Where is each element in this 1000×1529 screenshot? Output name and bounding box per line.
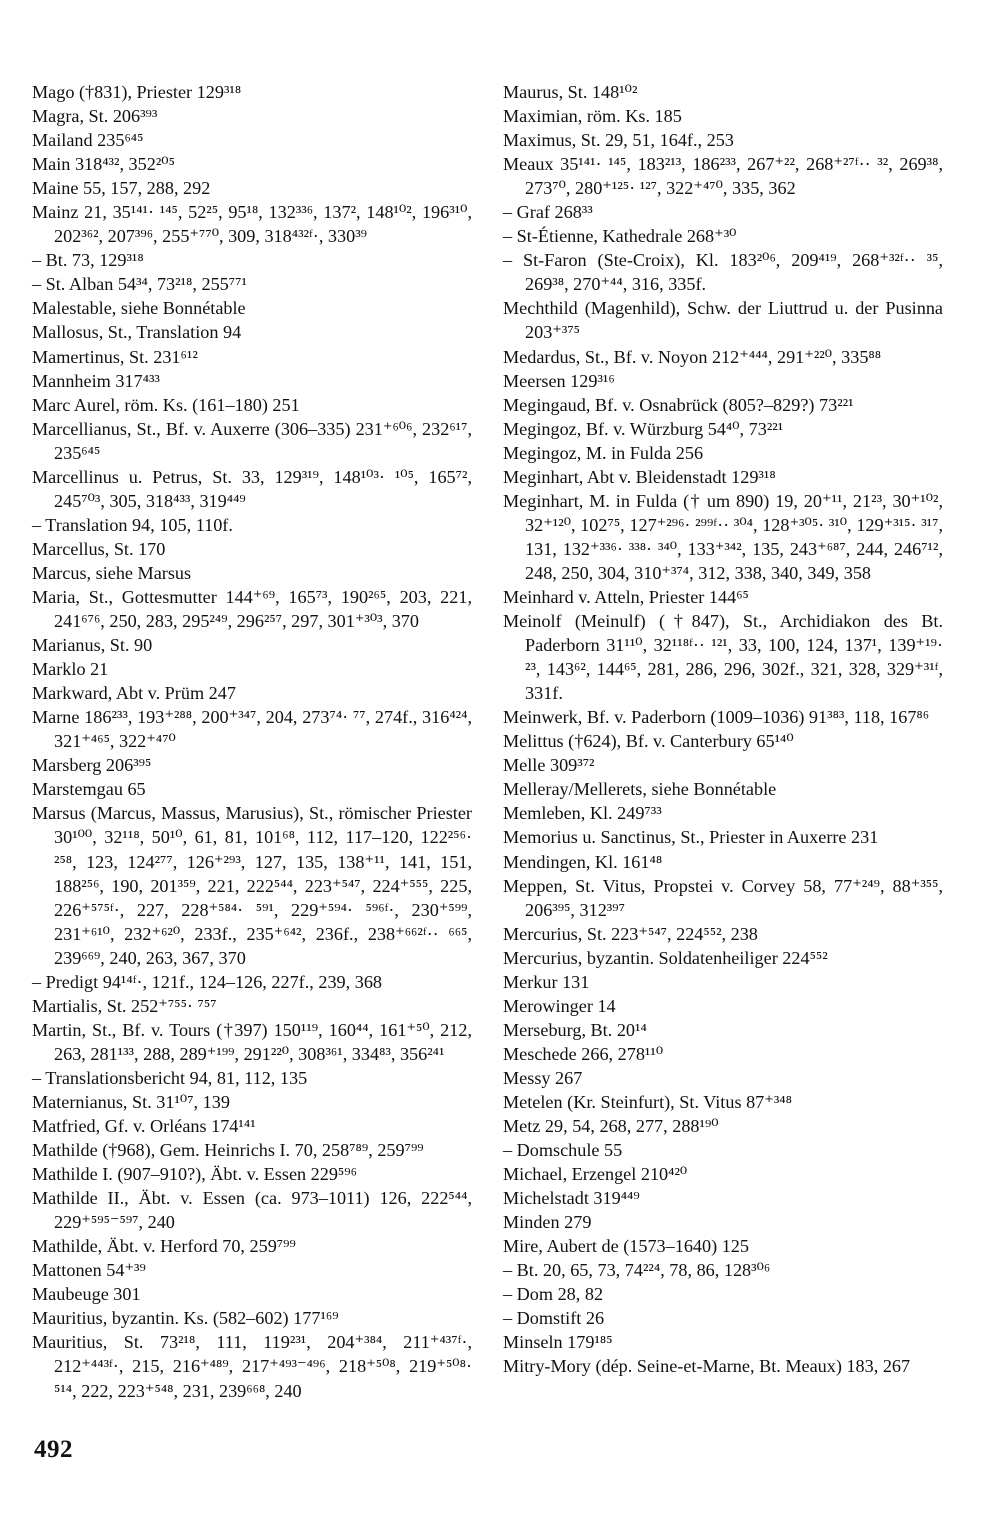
index-entry: Maternianus, St. 31¹⁰⁷, 139 xyxy=(32,1091,230,1112)
index-entry: Marcellus, St. 170 xyxy=(32,538,166,559)
index-subentry: – St. Alban 54³⁴, 73²¹⁸, 255⁷⁷¹ xyxy=(32,274,247,295)
index-entry: Martialis, St. 252⁺⁷⁵⁵· ⁷⁵⁷ xyxy=(32,995,217,1016)
index-entry: Magra, St. 206³⁹³ xyxy=(32,106,158,127)
index-entry: Megingaud, Bf. v. Osnabrück (805?–829?) 73²²¹ xyxy=(503,394,854,415)
page-number: 492 xyxy=(34,1436,73,1463)
index-subentry: – Bt. 20, 65, 73, 74²²⁴, 78, 86, 128³⁰⁶ xyxy=(503,1260,771,1281)
index-entry: Michael, Erzengel 210⁴²⁰ xyxy=(503,1164,688,1185)
index-entry: Mercurius, St. 223⁺⁵⁴⁷, 224⁵⁵², 238 xyxy=(503,923,758,944)
index-entry: Mathilde, Äbt. v. Herford 70, 259⁷⁹⁹ xyxy=(32,1236,296,1257)
index-entry: Melittus (†624), Bf. v. Canterbury 65¹⁴⁰ xyxy=(503,731,794,752)
index-entry: Melle 309³⁷² xyxy=(503,755,595,776)
index-entry: Mannheim 317⁴³³ xyxy=(32,370,160,391)
index-entry: Mitry-Mory (dép. Seine-et-Marne, Bt. Meaux) 183, 267 xyxy=(503,1356,911,1377)
index-subentry: – Graf 268³³ xyxy=(503,202,593,223)
index-subentry: – St-Faron (Ste-Croix), Kl. 183²⁰⁶, 209⁴¹⁹, 268⁺³²ᶠ·· ³⁵, 269³⁸, 270⁺⁴⁴, 316, 335f. xyxy=(503,250,943,295)
index-entry: Mauritius, byzantin. Ks. (582–602) 177¹⁶⁹ xyxy=(32,1308,339,1329)
index-entry: Memleben, Kl. 249⁷³³ xyxy=(503,803,662,824)
index-entry: Mamertinus, St. 231⁶¹² xyxy=(32,346,198,367)
index-entry: Minden 279 xyxy=(503,1212,592,1233)
index-entry: Mainz 21, 35¹⁴¹· ¹⁴⁵, 52²⁵, 95¹⁸, 132³³⁶, 137², 148¹⁰², 196³¹⁰, 202³⁶², 207³⁹⁶, 255⁺⁷⁷⁰, 309, 318⁴³²ᶠ·, 330³⁹ xyxy=(32,202,472,247)
index-entry: Megingoz, M. in Fulda 256 xyxy=(503,442,704,463)
index-entry: Mercurius, byzantin. Soldatenheiliger 224⁵⁵² xyxy=(503,947,828,968)
index-entry: Matfried, Gf. v. Orléans 174¹⁴¹ xyxy=(32,1116,256,1137)
index-entry: Maria, St., Gottesmutter 144⁺⁶⁹, 165⁷³, 190²⁶⁵, 203, 221, 241⁶⁷⁶, 250, 283, 295²⁴⁹, 296²⁵⁷, 297, 301⁺³⁰³, 370 xyxy=(32,586,472,632)
left-index-column xyxy=(32,80,472,1403)
index-entry: Merkur 131 xyxy=(503,971,590,992)
index-entry: Markward, Abt v. Prüm 247 xyxy=(32,683,236,704)
index-entry: Mallosus, St., Translation 94 xyxy=(32,322,242,343)
index-subentry: – Domstift 26 xyxy=(503,1308,605,1329)
index-entry: Merowinger 14 xyxy=(503,995,616,1016)
index-entry: Meinolf (Meinulf) (†847), St., Archidiakon des Bt. Paderborn 31¹¹⁰, 32¹¹⁸ᶠ·· ¹²¹, 33, 100, 124, 137¹, 139⁺¹⁹· ²³, 143⁶², 144⁶⁵, 281, 286, 296, 302f., 321, 328, 329⁺³¹ᶠ, 331f. xyxy=(503,611,943,704)
index-entry: Meppen, St. Vitus, Propstei v. Corvey 58, 77⁺²⁴⁹, 88⁺³⁵⁵, 206³⁹⁵, 312³⁹⁷ xyxy=(503,875,943,920)
index-entry: Marne 186²³³, 193⁺²⁸⁸, 200⁺³⁴⁷, 204, 273⁷⁴· ⁷⁷, 274f., 316⁴²⁴, 321⁺⁴⁶⁵, 322⁺⁴⁷⁰ xyxy=(32,707,472,752)
index-entry: Megingoz, Bf. v. Würzburg 54⁴⁰, 73²²¹ xyxy=(503,418,784,439)
index-entry: Marstemgau 65 xyxy=(32,779,146,800)
index-entry: Minseln 179¹⁸⁵ xyxy=(503,1332,613,1353)
index-entry: Meinwerk, Bf. v. Paderborn (1009–1036) 91³⁸³, 118, 167⁸⁶ xyxy=(503,707,930,728)
index-entry: Maurus, St. 148¹⁰² xyxy=(503,82,638,102)
index-subentry: – St-Étienne, Kathedrale 268⁺³⁰ xyxy=(503,226,737,247)
index-entry: Meginhart, Abt v. Bleidenstadt 129³¹⁸ xyxy=(503,466,776,487)
index-subentry: – Dom 28, 82 xyxy=(503,1284,604,1305)
index-entry: Meschede 266, 278¹¹⁰ xyxy=(503,1043,664,1064)
index-entry: Marsberg 206³⁹⁵ xyxy=(32,755,152,776)
index-entry: Maximian, röm. Ks. 185 xyxy=(503,106,682,127)
index-subentry: – Domschule 55 xyxy=(503,1140,623,1161)
index-entry: Marcus, siehe Marsus xyxy=(32,562,192,583)
index-entry: Mago (†831), Priester 129³¹⁸ xyxy=(32,82,242,102)
index-entry: Malestable, siehe Bonnétable xyxy=(32,298,246,319)
index-entry: Meaux 35¹⁴¹· ¹⁴⁵, 183²¹³, 186²³³, 267⁺²², 268⁺²⁷ᶠ·· ³², 269³⁸, 273⁷⁰, 280⁺¹²⁵· ¹²⁷, 322⁺⁴⁷⁰, 335, 362 xyxy=(503,154,943,199)
index-subentry: – Translationsbericht 94, 81, 112, 135 xyxy=(32,1067,308,1088)
index-entry: Mauritius, St. 73²¹⁸, 111, 119²³¹, 204⁺³⁸⁴, 211⁺⁴³⁷ᶠ·, 212⁺⁴⁴³ᶠ·, 215, 216⁺⁴⁸⁹, 217⁺⁴⁹³⁻⁴⁹⁶, 218⁺⁵⁰⁸, 219⁺⁵⁰⁸· ⁵¹⁴, 222, 223⁺⁵⁴⁸, 231, 239⁶⁶⁸, 240 xyxy=(32,1332,472,1401)
index-entry: Maximus, St. 29, 51, 164f., 253 xyxy=(503,130,734,151)
index-entry: Maubeuge 301 xyxy=(32,1284,141,1305)
index-entry: Marsus (Marcus, Massus, Marusius), St., römischer Priester 30¹⁰⁰, 32¹¹⁸, 50¹⁰, 61, 81, 101⁶⁸, 112, 117–120, 122²⁵⁶· ²⁵⁸, 123, 124²⁷⁷, 126⁺²⁹³, 127, 135, 138⁺¹¹, 141, 151, 188²⁵⁶, 190, 201³⁵⁹, 221, 222⁵⁴⁴, 223⁺⁵⁴⁷, 224⁺⁵⁵⁵, 225, 226⁺⁵⁷⁵ᶠ·, 227, 228⁺⁵⁸⁴· ⁵⁹¹, 229⁺⁵⁹⁴· ⁵⁹⁶ᶠ·, 230⁺⁵⁹⁹, 231⁺⁶¹⁰, 232⁺⁶²⁰, 233f., 235⁺⁶⁴², 236f., 238⁺⁶⁶²ᶠ·· ⁶⁶⁵, 239⁶⁶⁹, 240, 263, 367, 370 xyxy=(32,803,472,968)
index-entry: Metelen (Kr. Steinfurt), St. Vitus 87⁺³⁴⁸ xyxy=(503,1091,792,1112)
index-entry: Melleray/Mellerets, siehe Bonnétable xyxy=(503,779,777,800)
index-entry: Mendingen, Kl. 161⁴⁸ xyxy=(503,851,663,872)
index-entry: Mailand 235⁶⁴⁵ xyxy=(32,130,144,151)
index-entry: Mathilde II., Äbt. v. Essen (ca. 973–1011) 126, 222⁵⁴⁴, 229⁺⁵⁹⁵⁻⁵⁹⁷, 240 xyxy=(32,1188,472,1233)
index-entry: Mire, Aubert de (1573–1640) 125 xyxy=(503,1236,749,1257)
index-subentry: – Predigt 94¹⁴ᶠ·, 121f., 124–126, 227f., 239, 368 xyxy=(32,971,383,992)
right-index-column xyxy=(503,80,943,1379)
index-entry: Martin, St., Bf. v. Tours (†397) 150¹¹⁹, 160⁴⁴, 161⁺⁵⁰, 212, 263, 281¹³³, 288, 289⁺¹⁹⁹, 291²²⁰, 308³⁶¹, 334⁸³, 356²⁴¹ xyxy=(32,1019,472,1064)
index-entry: Mechthild (Magenhild), Schw. der Liuttrud u. der Pusinna 203⁺³⁷⁵ xyxy=(503,298,943,343)
index-entry: Michelstadt 319⁴⁴⁹ xyxy=(503,1188,640,1209)
index-entry: Merseburg, Bt. 20¹⁴ xyxy=(503,1019,647,1040)
index-entry: Marianus, St. 90 xyxy=(32,635,153,656)
index-entry: Main 318⁴³², 352²⁰⁵ xyxy=(32,154,175,175)
index-entry: Meersen 129³¹⁶ xyxy=(503,370,615,391)
index-entry: Meinhard v. Atteln, Priester 144⁶⁵ xyxy=(503,586,749,607)
index-subentry: – Bt. 73, 129³¹⁸ xyxy=(32,250,144,271)
index-entry: Medardus, St., Bf. v. Noyon 212⁺⁴⁴⁴, 291⁺²²⁰, 335⁸⁸ xyxy=(503,346,882,367)
index-entry: Metz 29, 54, 268, 277, 288¹⁹⁰ xyxy=(503,1116,719,1137)
index-entry: Maine 55, 157, 288, 292 xyxy=(32,178,211,199)
index-entry: Marklo 21 xyxy=(32,659,109,680)
index-entry: Mathilde I. (907–910?), Äbt. v. Essen 229⁵⁹⁶ xyxy=(32,1164,357,1185)
index-entry: Mathilde (†968), Gem. Heinrichs I. 70, 258⁷⁸⁹, 259⁷⁹⁹ xyxy=(32,1140,424,1161)
index-entry: Memorius u. Sanctinus, St., Priester in Auxerre 231 xyxy=(503,827,879,848)
index-entry: Marcellianus, St., Bf. v. Auxerre (306–335) 231⁺⁶⁰⁶, 232⁶¹⁷, 235⁶⁴⁵ xyxy=(32,418,472,463)
index-entry: Meginhart, M. in Fulda († um 890) 19, 20⁺¹¹, 21²³, 30⁺¹⁰², 32⁺¹²⁰, 102⁷⁵, 127⁺²⁹⁶· ²⁹⁹ᶠ·· ³⁰⁴, 128⁺³⁰⁵· ³¹⁰, 129⁺³¹⁵· ³¹⁷, 131, 132⁺³³⁶· ³³⁸· ³⁴⁰, 133⁺³⁴², 135, 243⁺⁶⁸⁷, 244, 246⁷¹², 248, 250, 304, 310⁺³⁷⁴, 312, 338, 340, 349, 358 xyxy=(503,490,943,583)
index-entry: Mattonen 54⁺³⁹ xyxy=(32,1260,146,1281)
index-subentry: – Translation 94, 105, 110f. xyxy=(32,514,233,535)
index-entry: Messy 267 xyxy=(503,1067,583,1088)
index-entry: Marcellinus u. Petrus, St. 33, 129³¹⁹, 148¹⁰³· ¹⁰⁵, 165⁷², 245⁷⁰³, 305, 318⁴³³, 319⁴⁴⁹ xyxy=(32,466,472,511)
index-entry: Marc Aurel, röm. Ks. (161–180) 251 xyxy=(32,394,300,415)
